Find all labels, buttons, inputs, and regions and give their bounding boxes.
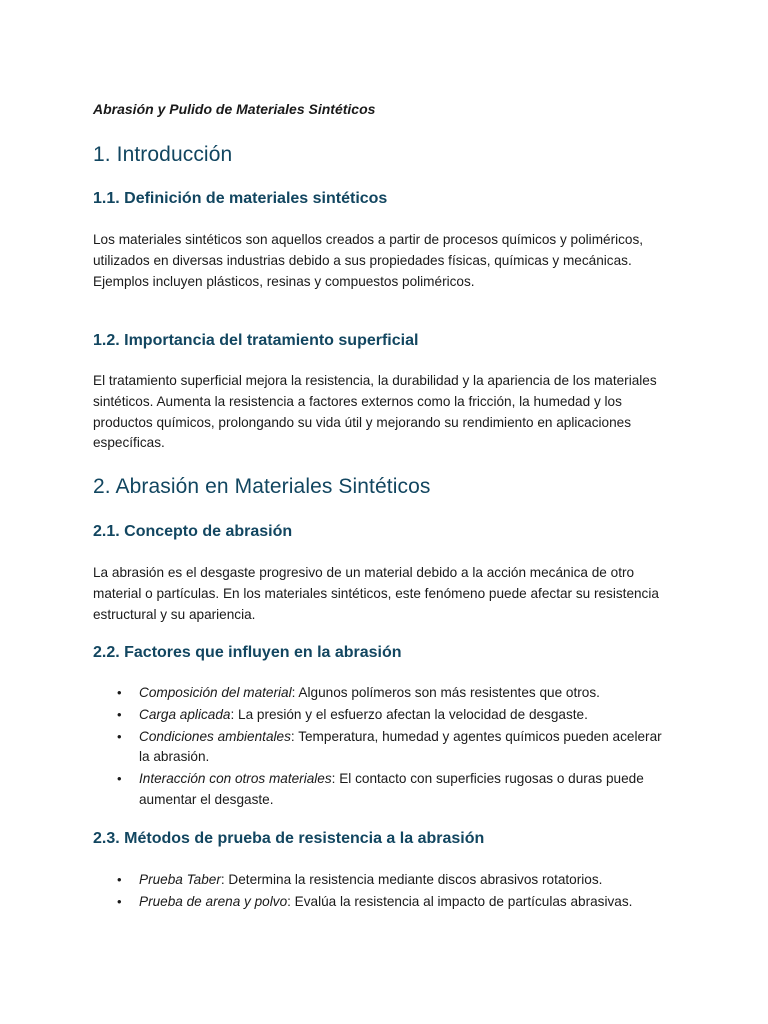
bullet-icon: • [117,685,122,700]
list-item [93,705,668,726]
list-item-text: : La presión y el esfuerzo afectan la velocidad de desgaste. [230,706,588,722]
bullet-icon: • [117,872,122,887]
section-1-2-paragraph: El tratamiento superficial mejora la resistencia, la durabilidad y la apariencia de los materiales sintéticos. Aumenta la resistencia a factores externos como la fricción, la humedad y los productos químicos, prolongando su vida útil y mejorando su rendimiento en aplicaciones específicas. [93,373,657,451]
bullet-icon: • [117,728,122,744]
section-2-1-paragraph: La abrasión es el desgaste progresivo de un material debido a la acción mecánica de otro material o partículas. En los materiales sintéticos, este fenómeno puede afectar su resistencia estructural y su apariencia. [93,565,659,622]
abrasion-factors-list [93,683,668,812]
section-2-3-heading: 2.3. Métodos de prueba de resistencia a la abrasión [93,830,485,847]
document-title: Abrasión y Pulido de Materiales Sintéticos [93,101,376,117]
section-2-heading: 2. Abrasión en Materiales Sintéticos [93,475,431,498]
list-item-text: : Algunos polímeros son más resistentes que otros. [291,685,600,700]
bullet-icon: • [117,706,122,722]
list-item-text: : Temperatura, humedad y agentes químicos pueden acelerar la abrasión. [139,728,662,765]
list-item [93,892,668,913]
section-2-2-heading: 2.2. Factores que influyen en la abrasión [93,644,402,661]
section-1-2-heading: 1.2. Importancia del tratamiento superficial [93,332,419,349]
list-item-term: Condiciones ambientales [139,728,291,744]
list-item [93,769,668,811]
section-1-heading: 1. Introducción [93,143,233,166]
section-2-1-heading: 2.1. Concepto de abrasión [93,523,293,540]
list-item-term: Prueba de arena y polvo [139,893,288,909]
list-item-term: Prueba Taber [139,872,221,887]
test-methods-list [93,870,668,914]
list-item-text: : Evalúa la resistencia al impacto de partículas abrasivas. [287,893,633,909]
section-1-1-heading: 1.1. Definición de materiales sintéticos [93,190,388,207]
section-1-1-paragraph: Los materiales sintéticos son aquellos creados a partir de procesos químicos y poliméricos, utilizados en diversas industrias debido a sus propiedades físicas, químicas y mecánicas. Ejemplos incluyen plásticos, resinas y compuestos poliméricos. [93,232,644,289]
bullet-icon: • [117,771,122,787]
list-item-term: Carga aplicada [139,706,231,722]
list-item [93,870,668,891]
bullet-icon: • [117,893,122,909]
list-item-text: : El contacto con superficies rugosas o duras puede aumentar el desgaste. [139,771,644,807]
list-item-term: Interacción con otros materiales [139,771,332,787]
list-item-text: : Determina la resistencia mediante discos abrasivos rotatorios. [220,872,603,887]
list-item [93,683,668,704]
list-item [93,727,668,769]
list-item-term: Composición del material [139,685,292,700]
